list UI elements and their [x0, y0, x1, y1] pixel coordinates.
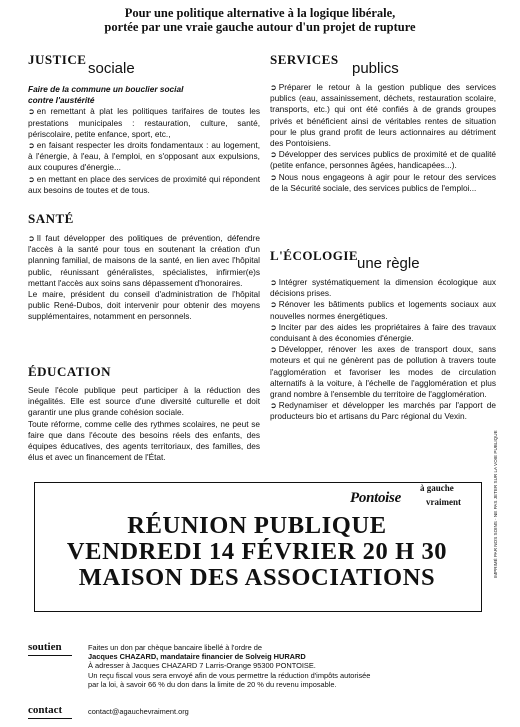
logo-a-gauche: à gauche [420, 483, 454, 493]
services-item-1: ➲ Préparer le retour à la gestion publique des services publics (eau, assainissement, déchets, restauration scolaire, transports, etc.) qui ont été confiés à de grands groupes privés et bénéficient ainsi de véritables rentes de situation pour le plus grand profit de leurs actionnaires au détriment des Pontoisiens. [270, 82, 496, 149]
organisation-logo [350, 483, 461, 507]
justice-item-3: ➲ en mettant en place des services de proximité qui répondent aux besoins de toutes et de tous. [28, 173, 260, 195]
arrow-bullet-icon: ➲ [28, 141, 35, 151]
arrow-bullet-icon: ➲ [270, 172, 277, 182]
sante-body [28, 233, 260, 323]
soutien-underline [28, 655, 72, 656]
soutien-line-5: par la loi, à savoir 66 % du don dans la limite de 20 % du revenu imposable. [88, 679, 337, 689]
soutien-line-4: Un reçu fiscal vous sera envoyé afin de vous permettre la réduction d'impôts autorisée [88, 670, 371, 680]
justice-subtitle: sociale [88, 60, 135, 77]
soutien-line-3: À adresser à Jacques CHAZARD 7 Larris-Orange 95300 PONTOISE. [88, 661, 316, 671]
arrow-bullet-icon: ➲ [270, 150, 277, 160]
ecologie-subtitle: une règle [357, 255, 420, 272]
arrow-bullet-icon: ➲ [270, 300, 277, 310]
headline-line-2: portée par une vraie gauche autour d'un projet de rupture [104, 20, 416, 34]
arrow-bullet-icon: ➲ [28, 107, 35, 117]
sante-paragraph-2: Le maire, président du conseil d'administration de l'hôpital public René-Dubos, doit intervenir pour obtenir des moyens supplémentaires, notamment en personnels. [28, 289, 260, 322]
soutien-line-1: Faites un don par chèque bancaire libellé à l'ordre de [88, 643, 262, 652]
meeting-line-2: VENDREDI 14 FÉVRIER 20 H 30 [66, 538, 448, 565]
print-notice: IMPRIMÉ PAR NOS SOINS · NE PAS JETER SUR LA VOIE PUBLIQUE [493, 430, 498, 578]
ecologie-title: L'ÉCOLOGIE [270, 248, 359, 263]
education-title: ÉDUCATION [28, 364, 111, 379]
justice-intro-2: contre l'austérité [28, 95, 95, 106]
contact-email[interactable]: contact@agauchevraiment.org [88, 707, 189, 716]
justice-item-1: ➲ en remettant à plat les politiques tarifaires de toutes les prestations municipales : restauration, culture, santé, périscolaire, petite enfance, sport, etc., [28, 106, 260, 139]
sante-title: SANTÉ [28, 211, 74, 226]
arrow-bullet-icon: ➲ [28, 234, 35, 243]
services-subtitle: publics [352, 60, 399, 77]
ecologie-item-5: ➲ Redynamiser et développer les marchés par l'apport de producteurs bio et artisans du Parc régional du Vexin. [270, 400, 496, 422]
ecologie-item-3: ➲ Inciter par des aides les propriétaires à faire des travaux conduisant à des économies d'énergie. [270, 321, 496, 344]
sante-paragraph-1: ➲ Il faut développer des politiques de prévention, défendre l'accès à la santé pour tous en soutenant la création d'un planning familial, de maisons de la santé, en lien avec l'hôpital public, réunissant généralistes, spécialistes, infirmier(e)s mettant l'accès aux soins sans dépassement d'honoraires. [28, 233, 260, 288]
arrow-bullet-icon: ➲ [270, 83, 277, 92]
arrow-bullet-icon: ➲ [270, 322, 277, 332]
arrow-bullet-icon: ➲ [270, 278, 277, 287]
services-title: SERVICES [270, 52, 339, 67]
justice-body [28, 84, 260, 196]
soutien-text [88, 643, 488, 689]
arrow-bullet-icon: ➲ [270, 401, 277, 411]
justice-title-text: JUSTICE [28, 52, 87, 67]
services-item-2: ➲ Développer des services publics de proximité et de qualité (petite enfance, personnes âgées, handicapées...). [270, 149, 496, 171]
education-paragraph-1: Seule l'école publique peut participer à la réduction des inégalités. Elle est source d'une diversité culturelle et doit garantir une plus grande cohésion sociale. [28, 385, 260, 418]
soutien-line-2: Jacques CHAZARD, mandataire financier de Solveig HURARD [88, 652, 306, 662]
logo-pontoise: Pontoise [350, 490, 401, 506]
arrow-bullet-icon: ➲ [28, 174, 35, 184]
contact-label: contact [28, 704, 63, 716]
ecologie-body [270, 277, 496, 423]
ecologie-item-1: ➲ Intégrer systématiquement la dimension écologique aux décisions prises. [270, 277, 496, 299]
ecologie-item-4: ➲ Développer, rénover les axes de transport doux, sans moteurs et qui ne génèrent pas de pollution à travers toute l'agglomération et favoriser les modes de circulation alternatifs à la voiture, à l'échelle de l'agglomération et plus grand nombre à l'ensemble du territoire de l'agglomération. [270, 344, 496, 400]
meeting-line-3: MAISON DES ASSOCIATIONS [78, 564, 436, 591]
education-paragraph-2: Toute réforme, comme celle des rythmes scolaires, ne peut se faire que dans l'écoute des besoins réels des enfants, des équipes éducatives, des agents territoriaux, des familles, des élus et avec un financement de l'État. [28, 418, 260, 463]
justice-intro-1: Faire de la commune un bouclier social [28, 84, 184, 94]
ecologie-item-2: ➲ Rénover les bâtiments publics et logements sociaux aux nouvelles normes énergétiques. [270, 299, 496, 321]
arrow-bullet-icon: ➲ [270, 345, 277, 355]
headline-line-1: Pour une politique alternative à la logique libérale, [124, 6, 396, 20]
soutien-label: soutien [28, 641, 62, 653]
logo-vraiment: vraiment [426, 497, 461, 507]
justice-item-2: ➲ en faisant respecter les droits fondamentaux : au logement, à l'énergie, à l'eau, à l'emploi, en s'opposant aux expulsions, aux coupures d'énergie... [28, 140, 260, 173]
services-item-3: ➲ Nous nous engageons à agir pour le retour des services de la Sécurité sociale, des services publics de l'emploi... [270, 171, 496, 193]
contact-underline [28, 718, 72, 719]
services-body [270, 82, 496, 194]
justice-title [28, 52, 86, 68]
education-body [28, 385, 260, 463]
meeting-line-1: RÉUNION PUBLIQUE [127, 512, 387, 539]
